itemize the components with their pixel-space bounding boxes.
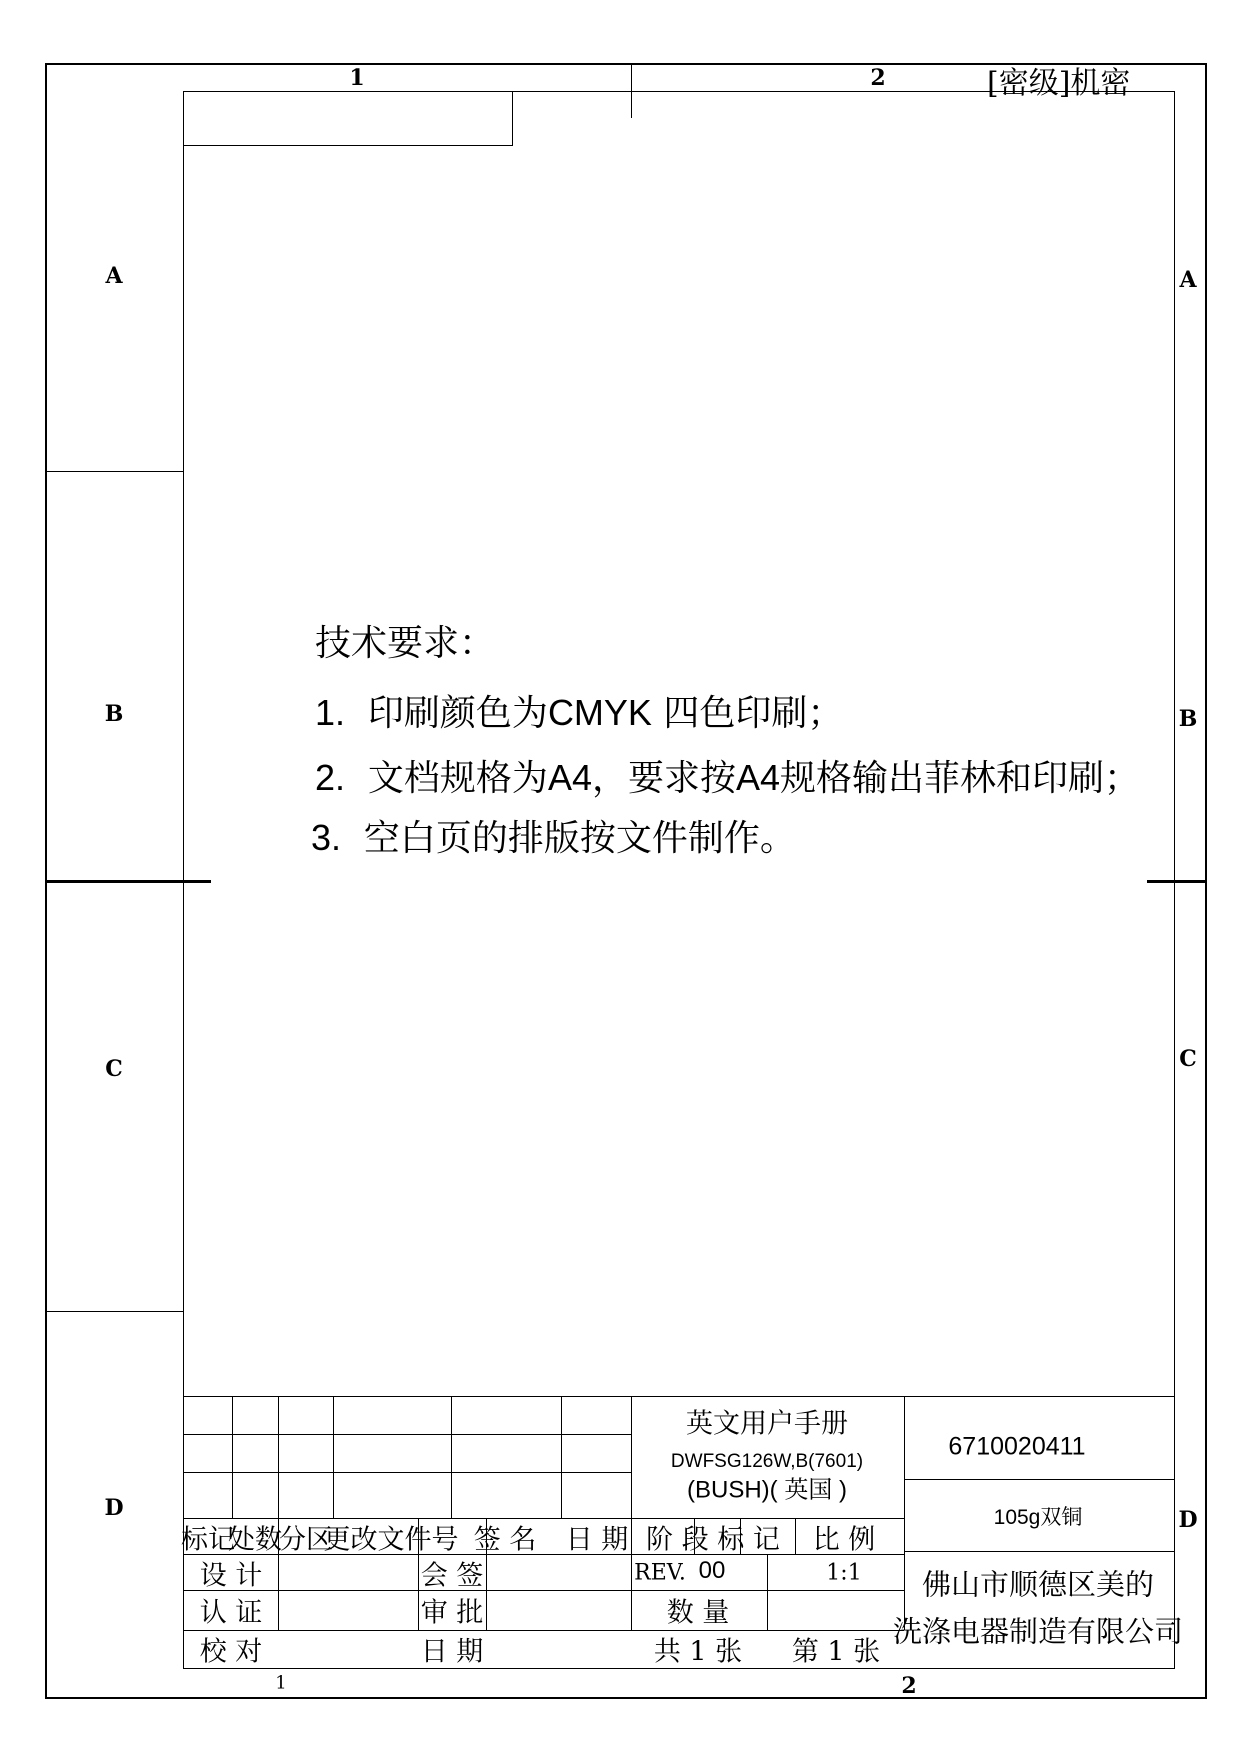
role-check: 校 对 (199, 1636, 263, 1668)
requirement-item-3 (311, 810, 796, 861)
doc-name: 英文用户手册 (686, 1408, 848, 1440)
requirement-latin: A4 (547, 757, 592, 798)
scale-value: 1:1 (826, 1560, 862, 1586)
classification-label: [密级]机密 (987, 66, 1131, 101)
role-countersign: 会 签 (420, 1560, 484, 1592)
scale-label: 比 例 (812, 1524, 876, 1556)
zone-row-d-right: D (1178, 1507, 1198, 1533)
zone-col-1-bottom: 1 (275, 1672, 287, 1694)
zone-col-2-bottom: 2 (901, 1673, 917, 1699)
zone-row-b-left: B (104, 701, 124, 727)
zone-col-1-top: 1 (349, 65, 365, 91)
requirements-title: 技术要求： (315, 623, 496, 664)
requirement-text: 空白页的排版按文件制作。 (363, 818, 796, 859)
rev-header-count: 处数 (228, 1524, 282, 1556)
rev-label: REV. (634, 1560, 686, 1586)
requirement-latin: CMYK (547, 692, 652, 733)
requirement-text: 规格输出菲林和印刷； (780, 758, 1141, 799)
role-date: 日 期 (420, 1636, 484, 1668)
model-number: DWFSG126W,B(7601) (670, 1451, 864, 1472)
stage-mark-label: 阶 段 标 记 (646, 1524, 780, 1556)
requirement-text: 四色印刷； (663, 693, 844, 734)
company-name-line2: 洗涤电器制造有限公司 (892, 1614, 1184, 1649)
sheet-number: 第 1 张 (791, 1636, 881, 1668)
rev-header-zone: 分区 (279, 1524, 333, 1556)
sheets-total: 共 1 张 (653, 1636, 743, 1668)
zone-col-2-top: 2 (870, 65, 886, 91)
zone-row-d-left: D (104, 1495, 124, 1521)
zone-row-b-right: B (1178, 706, 1198, 732)
requirement-text: 文档规格为 (367, 758, 548, 799)
requirement-latin: A4 (736, 757, 781, 798)
company-name-line1: 佛山市顺德区美的 (921, 1567, 1155, 1602)
rev-header-mark: 标记 (181, 1524, 235, 1556)
requirement-num: 1. (315, 692, 346, 733)
requirement-item-1 (315, 685, 843, 736)
brand-region: (BUSH)( 英国 ) (687, 1476, 847, 1504)
rev-header-date: 日 期 (565, 1524, 629, 1556)
requirement-text: 印刷颜色为 (367, 693, 548, 734)
zone-row-a-left: A (105, 263, 123, 289)
role-approve: 审 批 (420, 1597, 484, 1629)
requirement-text: ，要求按 (591, 758, 736, 799)
document-number: 6710020411 (948, 1432, 1086, 1461)
requirement-num: 2. (315, 757, 346, 798)
zone-row-a-right: A (1179, 267, 1197, 293)
rev-header-change-doc: 更改文件号 (323, 1524, 459, 1556)
zone-row-c-right: C (1179, 1046, 1197, 1072)
role-design: 设 计 (199, 1560, 263, 1592)
zone-row-c-left: C (105, 1056, 123, 1082)
requirement-item-2 (315, 750, 1140, 801)
quantity-label: 数 量 (666, 1597, 730, 1629)
requirement-num: 3. (311, 817, 342, 858)
paper-spec: 105g双铜 (993, 1506, 1083, 1529)
role-certify: 认 证 (199, 1597, 263, 1629)
rev-value: 00 (698, 1557, 726, 1584)
rev-header-signature: 签 名 (473, 1524, 537, 1556)
